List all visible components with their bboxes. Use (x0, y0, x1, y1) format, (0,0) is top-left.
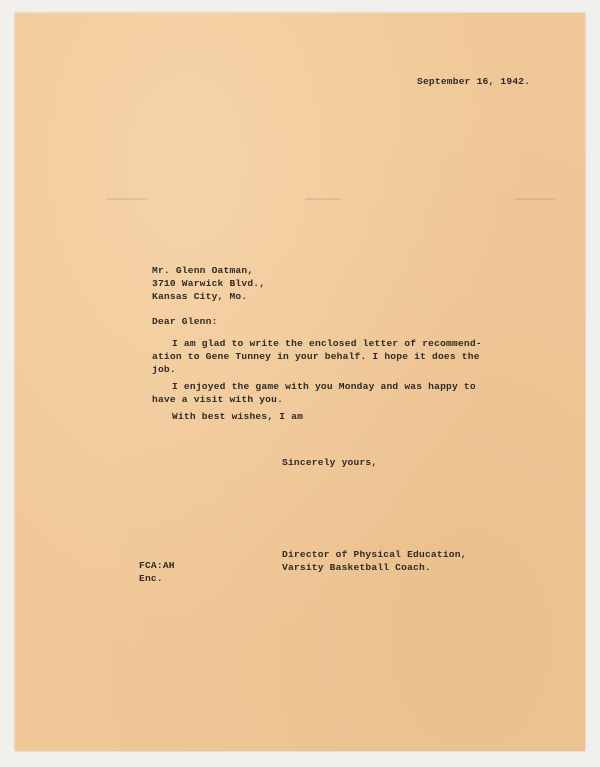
enclosure-notation: Enc. (139, 573, 163, 584)
show-through-mark (515, 198, 555, 200)
body-paragraph-2-line-2: have a visit with you. (152, 394, 284, 405)
body-paragraph-1-line-1: I am glad to write the enclosed letter of recommend- (172, 338, 482, 349)
body-paragraph-1-line-2: ation to Gene Tunney in your behalf. I hope it does the (152, 351, 480, 362)
letter-date: September 16, 1942. (417, 76, 531, 87)
body-paragraph-1-line-3: job. (152, 364, 176, 375)
salutation: Dear Glenn: (152, 316, 218, 327)
signature-title-line-1: Director of Physical Education, (282, 549, 467, 560)
show-through-mark (305, 198, 341, 200)
closing: Sincerely yours, (282, 457, 378, 468)
recipient-city: Kansas City, Mo. (152, 291, 248, 302)
body-paragraph-2-line-1: I enjoyed the game with you Monday and was happy to (172, 381, 476, 392)
recipient-street: 3710 Warwick Blvd., (152, 278, 266, 289)
body-paragraph-3: With best wishes, I am (172, 411, 304, 422)
show-through-mark (107, 198, 147, 200)
recipient-name: Mr. Glenn Oatman, (152, 265, 254, 276)
signature-title-line-2: Varsity Basketball Coach. (282, 562, 431, 573)
reference-initials: FCA:AH (139, 560, 175, 571)
letter-page (15, 13, 585, 751)
